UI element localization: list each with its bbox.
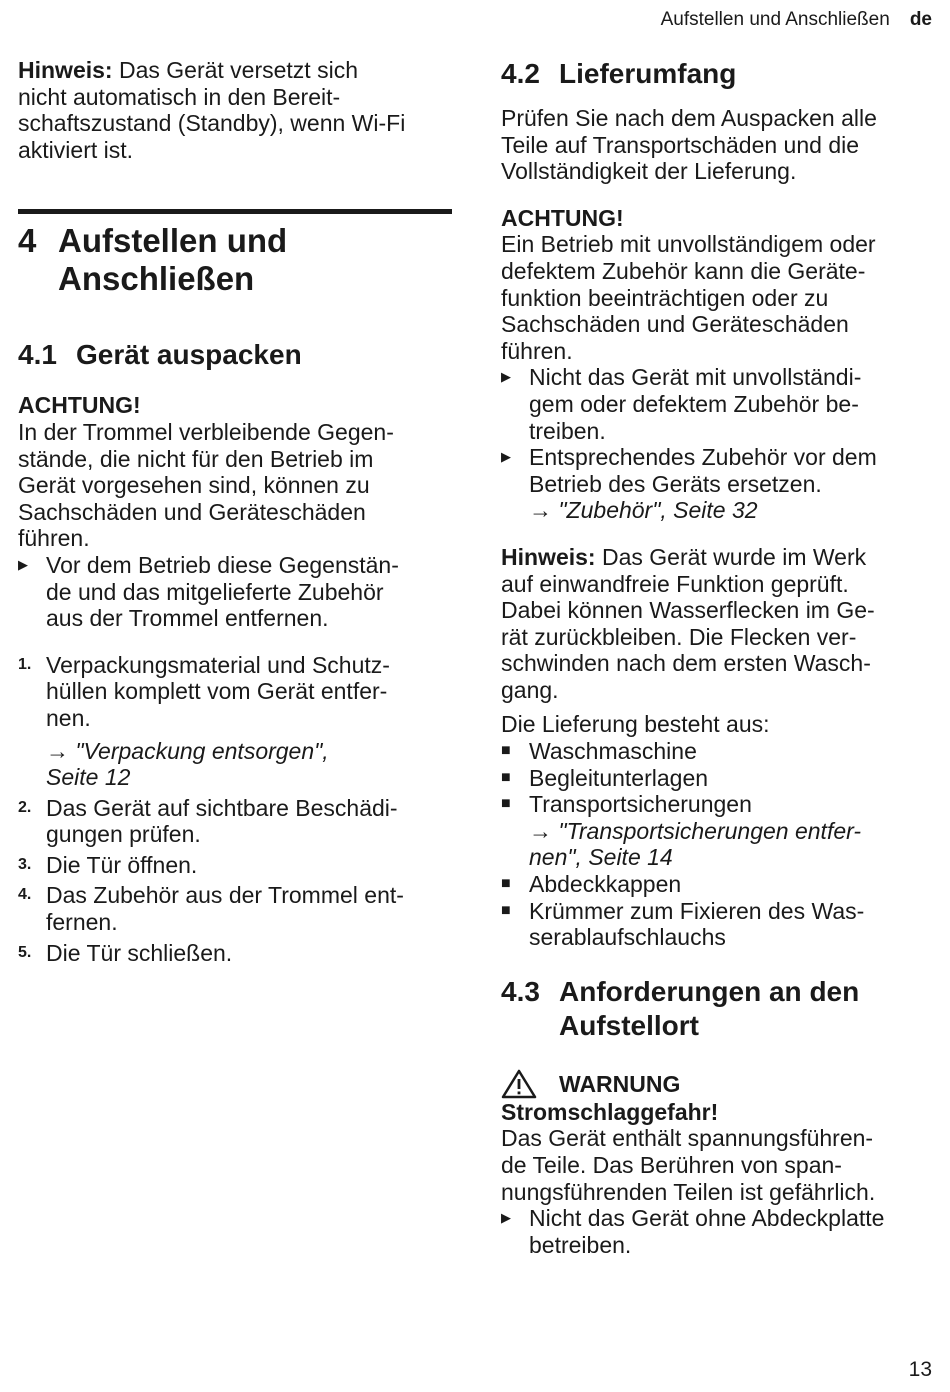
note-label: Hinweis: <box>18 57 113 83</box>
standby-note: Hinweis: Das Gerät versetzt sich nicht automatisch in den Bereit- schaftszustand (Standby), wenn Wi-Fi aktiviert ist. <box>18 57 406 163</box>
square-bullet-icon: ■ <box>501 768 511 786</box>
list-item: ▶ Vor dem Betrieb diese Gegenstän- de und das mitgelieferte Zubehör aus der Trommel entfernen. <box>18 551 399 632</box>
cross-reference-link[interactable]: → "Verpackung entsorgen", Seite 12 <box>46 737 329 791</box>
triangle-bullet-icon: ▶ <box>501 369 511 385</box>
header-language-code: de <box>909 9 932 30</box>
step-item: 4. Das Zubehör aus der Trommel ent- fernen. <box>18 882 404 936</box>
warning-label: WARNUNG <box>559 1070 681 1097</box>
triangle-bullet-icon: ▶ <box>501 449 511 465</box>
arrow-right-icon: → <box>46 737 76 764</box>
step-item: 3. Die Tür öffnen. <box>18 851 198 878</box>
step-list <box>18 652 452 967</box>
list-item: ▶ Entsprechendes Zubehör vor dem Betrieb des Geräts ersetzen. → "Zubehör", Seite 32 <box>501 444 877 524</box>
step-item: 5. Die Tür schließen. <box>18 939 233 966</box>
square-bullet-icon: ■ <box>501 901 511 919</box>
triangle-bullet-icon: ▶ <box>18 556 28 572</box>
list-item: ■ Begleitunterlagen <box>501 764 709 791</box>
factory-test-note: Hinweis: Das Gerät wurde im Werk auf einwandfreie Funktion geprüft. Dabei können Wasserflecken im Ge- rät zurückbleiben. Die Flecken ver- schwinden nach dem ersten Wasch- gang. <box>501 543 875 703</box>
chapter-number: 4 <box>18 222 37 260</box>
section-heading-4-3: 4.3 Anforderungen an den Aufstellort <box>501 975 860 1041</box>
list-item: ■ Waschmaschine <box>501 738 697 765</box>
warning-triangle-icon <box>501 1069 537 1099</box>
note-label: Hinweis: <box>501 543 596 570</box>
cross-reference-link[interactable]: → "Zubehör", Seite 32 <box>529 497 758 524</box>
left-column <box>18 57 452 966</box>
caution-block: ACHTUNG! Ein Betrieb mit unvollständigem oder defektem Zubehör kann die Geräte- funktion beeinträchtigen oder zu Sachschäden und Geräteschäden führen. ▶ Nicht das Gerät mit unvollständi- gem oder defektem Zubehör be- treiben. ▶ Entsprechendes Zubehör vor dem Betrieb des Geräts ersetzen. → "Zubehör", Seite 32 <box>501 205 936 524</box>
warning-title: Stromschlaggefahr! <box>501 1098 719 1125</box>
arrow-right-icon: → <box>529 497 559 524</box>
caution-label: ACHTUNG! <box>501 204 624 231</box>
square-bullet-icon: ■ <box>501 742 511 760</box>
right-column <box>501 57 936 1258</box>
triangle-bullet-icon: ▶ <box>501 1210 511 1226</box>
square-bullet-icon: ■ <box>501 795 511 813</box>
list-item: ▶ Nicht das Gerät mit unvollständi- gem oder defektem Zubehör be- treiben. <box>501 364 862 444</box>
caution-label: ACHTUNG! <box>18 392 141 419</box>
section-heading-4-2: 4.2 Lieferumfang <box>501 58 737 89</box>
running-header <box>661 8 932 32</box>
list-item: ■ Krümmer zum Fixieren des Was- serablaufschlauchs <box>501 897 865 951</box>
arrow-right-icon: → <box>529 817 559 844</box>
page-number: 13 <box>908 1358 932 1382</box>
header-section-title: Aufstellen und Anschließen <box>660 9 890 30</box>
section-heading-4-1: 4.1 Gerät auspacken <box>18 339 302 371</box>
cross-reference-link[interactable]: → "Transportsicherungen entfer- nen", Seite 14 <box>529 817 862 871</box>
chapter-rule <box>18 209 452 214</box>
chapter-heading: 4 Aufstellen und Anschließen <box>18 222 288 298</box>
delivery-list: Die Lieferung besteht aus: ■ Waschmaschine ■ Begleitunterlagen ■ Transportsicherungen → "Transportsicherungen entfer- nen", Seite 14 ■ Abdeckkappen ■ Krümmer zum Fixieren des Was- serablaufschlauchs <box>501 711 936 950</box>
list-item: ■ Abdeckkappen <box>501 871 682 898</box>
caution-block: ACHTUNG! In der Trommel verbleibende Gegen- stände, die nicht für den Betrieb im Gerät vorgesehen sind, können zu Sachschäden und Geräteschäden führen. ▶ Vor dem Betrieb diese Gegenstän- de und das mitgelieferte Zubehör aus der Trommel entfernen. <box>18 392 452 631</box>
square-bullet-icon: ■ <box>501 875 511 893</box>
step-item: 2. Das Gerät auf sichtbare Beschädi- gungen prüfen. <box>18 794 398 848</box>
list-item: ▶ Nicht das Gerät ohne Abdeckplatte betreiben. <box>501 1205 885 1258</box>
warning-block: WARNUNG Stromschlaggefahr! Das Gerät enthält spannungsführen- de Teile. Das Berühren von span- nungsführenden Teilen ist gefährlich. ▶ Nicht das Gerät ohne Abdeckplatte betreiben. <box>501 1069 936 1259</box>
step-item: 1. Verpackungsmaterial und Schutz- hüllen komplett vom Gerät entfer- nen. <box>18 651 390 731</box>
list-item: ■ Transportsicherungen → "Transportsicherungen entfer- nen", Seite 14 <box>501 791 862 871</box>
intro-paragraph: Prüfen Sie nach dem Auspacken alle Teile auf Transportschäden und die Vollständigkeit der Lieferung. <box>501 105 877 185</box>
